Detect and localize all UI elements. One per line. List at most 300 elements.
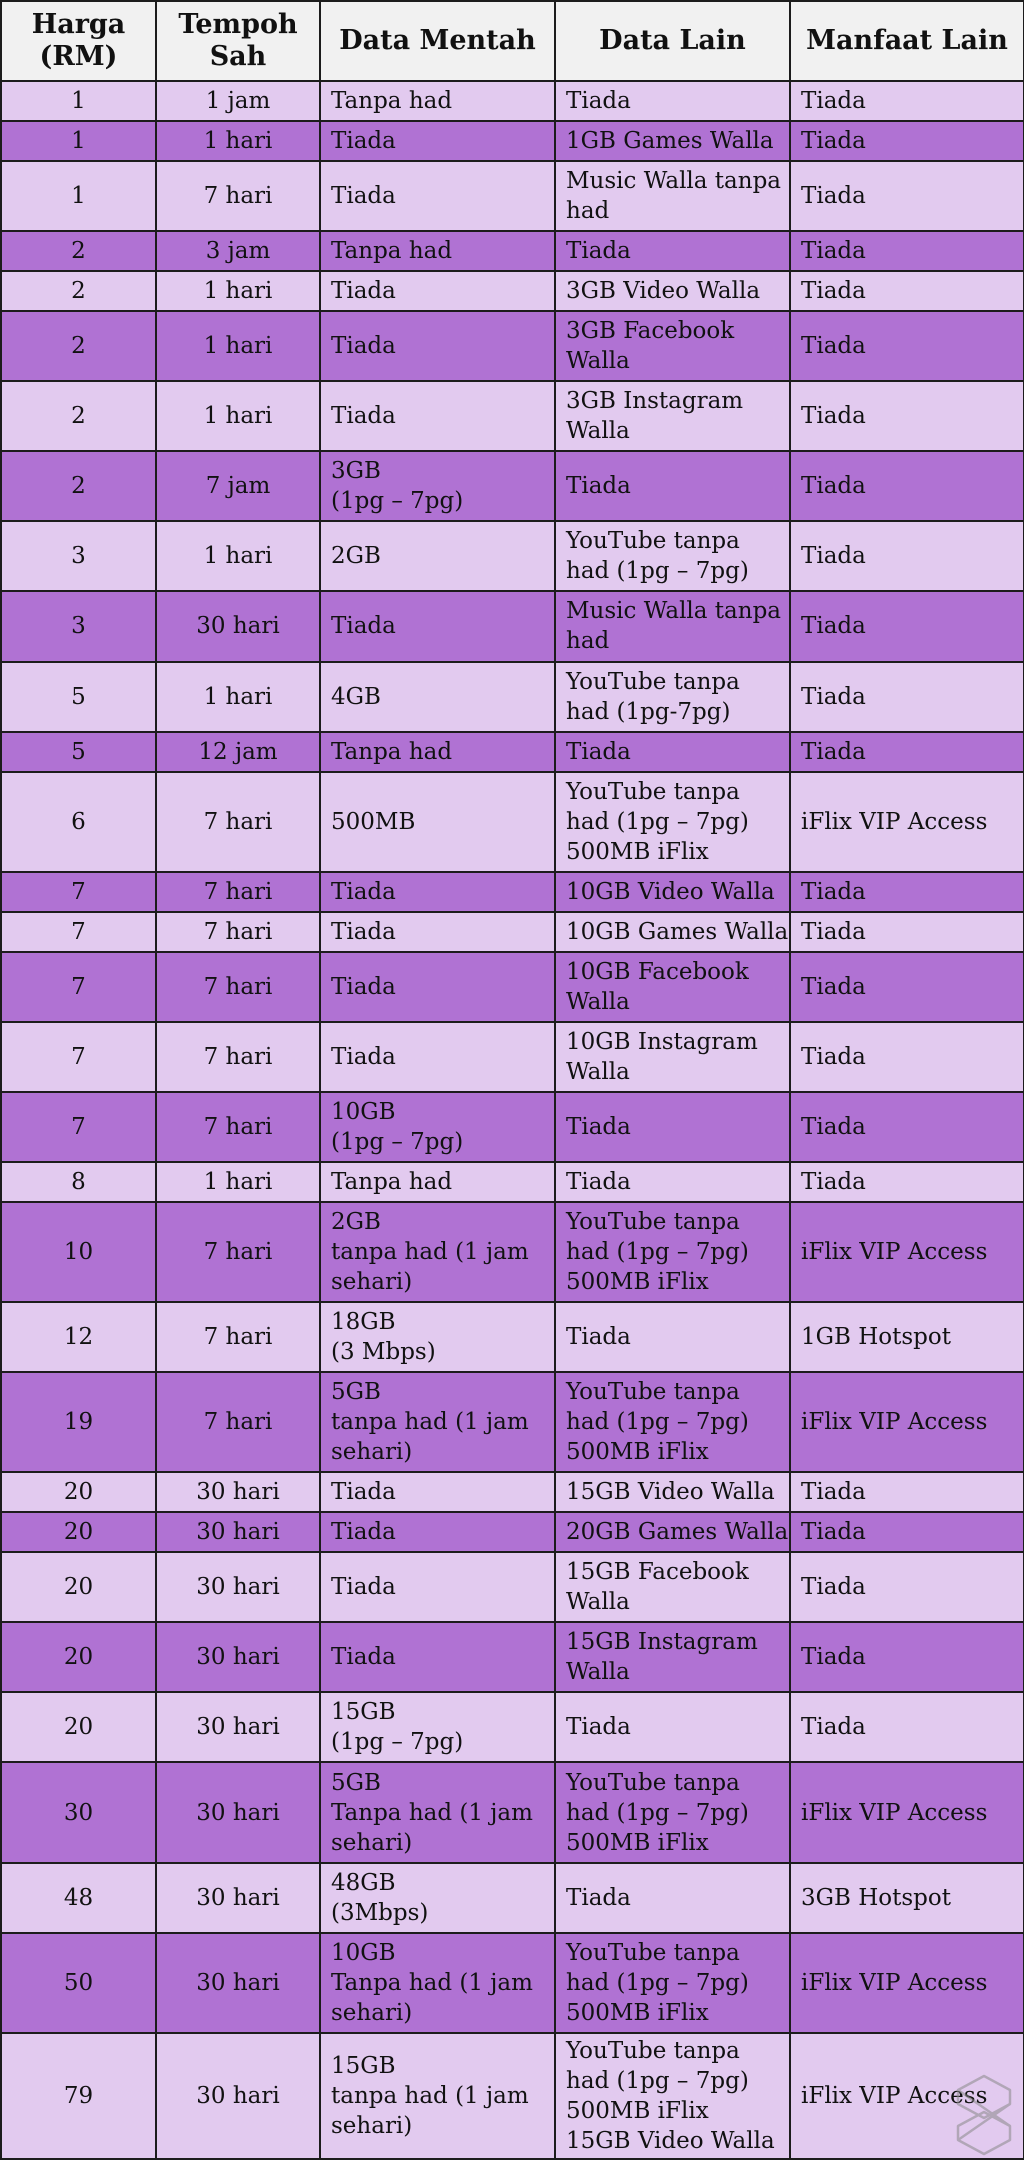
cell-data-lain-line: Tiada [566,88,631,115]
cell-harga: 2 [1,381,156,451]
cell-data-mentah [320,1372,555,1472]
header-data-mentah [320,1,555,81]
cell-data-lain-line: 15GB Video Walla [566,1479,775,1506]
cell-manfaat-lain [790,772,1024,872]
table-row [1,1202,1024,1302]
cell-harga: 7 [1,1022,156,1092]
cell-harga: 2 [1,451,156,521]
cell-manfaat-lain [790,591,1024,661]
cell-manfaat-lain [790,81,1024,121]
cell-data-mentah-line: Tiada [331,1574,396,1601]
table-row [1,1302,1024,1372]
cell-data-lain-line: Music Walla tanpa [566,168,782,195]
cell-tempoh: 1 hari [156,311,320,381]
cell-data-mentah-line: Tiada [331,183,396,210]
cell-tempoh: 7 hari [156,1092,320,1162]
cell-data-lain [555,1692,790,1762]
cell-data-lain-line: Tiada [566,738,631,765]
cell-manfaat-lain-line: Tiada [801,183,866,210]
cell-tempoh: 30 hari [156,2033,320,2159]
cell-harga: 7 [1,912,156,952]
table-row [1,311,1024,381]
header-manfaat-lain [790,1,1024,81]
cell-manfaat-lain-line: Tiada [801,1113,866,1140]
cell-manfaat-lain [790,521,1024,591]
cell-data-mentah-line: Tiada [331,403,396,430]
cell-data-mentah-line: tanpa had (1 jam [331,1409,529,1436]
cell-tempoh: 1 hari [156,1162,320,1202]
cell-data-lain-line: Walla [566,1589,630,1616]
cell-tempoh: 1 hari [156,121,320,161]
cell-data-mentah-line: sehari) [331,2112,413,2139]
cell-harga: 1 [1,121,156,161]
cell-data-lain-line: had (1pg – 7pg) [566,558,749,585]
cell-manfaat-lain-line: Tiada [801,1714,866,1741]
cell-data-mentah-line: 48GB [331,1869,396,1896]
cell-data-lain-line: Walla [566,988,630,1015]
cell-data-mentah-line: 2GB [331,543,381,570]
cell-manfaat-lain [790,1512,1024,1552]
cell-manfaat-lain [790,1622,1024,1692]
cell-tempoh: 1 jam [156,81,320,121]
cell-manfaat-lain [790,271,1024,311]
table-row [1,1622,1024,1692]
cell-tempoh: 7 hari [156,872,320,912]
cell-manfaat-lain-line: Tiada [801,683,866,710]
cell-manfaat-lain-line: Tiada [801,473,866,500]
cell-harga: 50 [1,1933,156,2033]
cell-data-lain-line: had [566,198,610,225]
cell-manfaat-lain [790,1162,1024,1202]
cell-data-lain [555,1933,790,2033]
table-row [1,381,1024,451]
cell-manfaat-lain-line: Tiada [801,403,866,430]
cell-data-lain-line: Tiada [566,1113,631,1140]
cell-data-mentah-line: sehari) [331,1829,413,1856]
cell-manfaat-lain [790,1372,1024,1472]
cell-data-mentah-line: Tanpa had [331,238,453,265]
table-row [1,271,1024,311]
cell-data-mentah [320,662,555,732]
cell-data-lain-line: Music Walla tanpa [566,598,782,625]
cell-manfaat-lain-line: iFlix VIP Access [801,1409,988,1436]
cell-manfaat-lain-line: Tiada [801,1168,866,1195]
cell-manfaat-lain [790,912,1024,952]
cell-tempoh: 30 hari [156,1692,320,1762]
cell-data-lain-line: 10GB Video Walla [566,878,775,905]
cell-data-lain-line: 500MB iFlix [566,1829,709,1856]
cell-data-lain [555,451,790,521]
cell-data-mentah-line: Tanpa had (1 jam [331,1969,533,1996]
cell-data-mentah-line: Tiada [331,878,396,905]
cell-harga: 5 [1,732,156,772]
cell-manfaat-lain [790,161,1024,231]
cell-data-lain-line: 500MB iFlix [566,1439,709,1466]
cell-data-mentah [320,311,555,381]
cell-harga: 20 [1,1472,156,1512]
cell-data-lain-line: YouTube tanpa [566,1939,740,1966]
cell-data-lain-line: Walla [566,348,630,375]
cell-tempoh: 1 hari [156,521,320,591]
header-harga-line: Harga [31,9,126,40]
cell-data-lain [555,311,790,381]
cell-data-mentah-line: Tiada [331,1479,396,1506]
cell-data-mentah-line: Tanpa had [331,738,453,765]
cell-harga: 3 [1,591,156,661]
cell-data-lain [555,591,790,661]
cell-data-lain [555,1302,790,1372]
header-row [1,1,1024,81]
cell-data-mentah-line: Tiada [331,333,396,360]
table-row [1,772,1024,872]
cell-data-mentah [320,231,555,271]
cell-data-mentah [320,121,555,161]
cell-manfaat-lain [790,1472,1024,1512]
cell-data-lain-line: 3GB Video Walla [566,278,761,305]
cell-data-mentah [320,81,555,121]
cell-manfaat-lain [790,732,1024,772]
cell-harga: 3 [1,521,156,591]
cell-tempoh: 7 hari [156,912,320,952]
cell-data-lain-line: had (1pg-7pg) [566,698,731,725]
cell-data-mentah-line: Tiada [331,1519,396,1546]
cell-harga: 1 [1,81,156,121]
cell-manfaat-lain [790,311,1024,381]
cell-manfaat-lain [790,1202,1024,1302]
cell-harga: 20 [1,1552,156,1622]
header-data-mentah-label: Data Mentah [339,25,536,56]
cell-harga: 12 [1,1302,156,1372]
cell-data-mentah-line: 5GB [331,1379,381,1406]
table-row [1,521,1024,591]
cell-manfaat-lain-line: Tiada [801,1479,866,1506]
table-row [1,1692,1024,1762]
cell-harga: 2 [1,311,156,381]
cell-manfaat-lain-line: Tiada [801,973,866,1000]
cell-harga: 20 [1,1622,156,1692]
table-row [1,121,1024,161]
cell-data-lain-line: Tiada [566,1714,631,1741]
cell-data-lain-line: 3GB Facebook [566,318,735,345]
cell-data-mentah [320,161,555,231]
cell-data-mentah-line: (3 Mbps) [331,1339,436,1366]
cell-tempoh: 7 hari [156,1302,320,1372]
soyacincau-logo-icon [956,2074,1012,2156]
cell-manfaat-lain-line: Tiada [801,918,866,945]
table-row [1,1472,1024,1512]
table-row [1,1762,1024,1862]
cell-data-lain-line: YouTube tanpa [566,668,740,695]
cell-data-lain-line: Tiada [566,1168,631,1195]
cell-data-lain [555,952,790,1022]
cell-manfaat-lain-line: Tiada [801,1574,866,1601]
header-manfaat-lain-label: Manfaat Lain [806,25,1008,56]
cell-data-lain-line: Walla [566,1058,630,1085]
cell-data-lain [555,912,790,952]
cell-harga: 10 [1,1202,156,1302]
cell-tempoh: 30 hari [156,1512,320,1552]
cell-data-lain-line: Tiada [566,238,631,265]
cell-manfaat-lain-line: Tiada [801,613,866,640]
cell-manfaat-lain-line: iFlix VIP Access [801,1239,988,1266]
table-row [1,1372,1024,1472]
cell-data-mentah-line: Tiada [331,1644,396,1671]
table-row [1,662,1024,732]
cell-manfaat-lain [790,662,1024,732]
cell-data-lain [555,1512,790,1552]
cell-data-mentah-line: tanpa had (1 jam [331,1239,529,1266]
cell-data-lain [555,381,790,451]
cell-data-mentah-line: (1pg – 7pg) [331,1128,464,1155]
cell-data-mentah [320,912,555,952]
cell-tempoh: 30 hari [156,1472,320,1512]
cell-harga: 48 [1,1863,156,1933]
cell-data-lain [555,772,790,872]
header-harga-line: (RM) [39,41,118,72]
cell-data-lain [555,2033,790,2159]
cell-data-lain-line: 10GB Games Walla [566,918,789,945]
cell-data-lain [555,271,790,311]
cell-manfaat-lain [790,1762,1024,1862]
cell-data-mentah [320,451,555,521]
cell-data-lain [555,1092,790,1162]
cell-harga: 30 [1,1762,156,1862]
cell-manfaat-lain [790,231,1024,271]
table-row [1,1022,1024,1092]
cell-data-mentah-line: (1pg – 7pg) [331,488,464,515]
cell-data-mentah-line: 18GB [331,1309,396,1336]
cell-manfaat-lain [790,952,1024,1022]
cell-data-mentah [320,872,555,912]
cell-data-lain-line: 20GB Games Walla [566,1519,789,1546]
cell-manfaat-lain-line: Tiada [801,238,866,265]
cell-manfaat-lain [790,1302,1024,1372]
cell-tempoh: 7 hari [156,1202,320,1302]
cell-data-lain [555,1202,790,1302]
cell-data-mentah [320,732,555,772]
cell-data-mentah-line: Tanpa had [331,1168,453,1195]
table-row [1,161,1024,231]
header-harga [1,1,156,81]
cell-harga: 7 [1,952,156,1022]
cell-data-mentah [320,1472,555,1512]
cell-data-mentah [320,772,555,872]
cell-data-mentah [320,952,555,1022]
cell-tempoh: 30 hari [156,1863,320,1933]
cell-data-mentah-line: 500MB [331,808,416,835]
cell-manfaat-lain [790,1863,1024,1933]
cell-data-mentah [320,1302,555,1372]
table-row [1,451,1024,521]
cell-data-mentah [320,1622,555,1692]
cell-harga: 19 [1,1372,156,1472]
cell-data-mentah [320,1512,555,1552]
cell-data-mentah-line: Tiada [331,973,396,1000]
cell-harga: 8 [1,1162,156,1202]
cell-data-lain [555,1552,790,1622]
cell-data-lain-line: 500MB iFlix [566,1269,709,1296]
cell-data-lain-line: had (1pg – 7pg) [566,808,749,835]
cell-data-mentah-line: (1pg – 7pg) [331,1729,464,1756]
cell-manfaat-lain-line: Tiada [801,88,866,115]
cell-data-mentah-line: sehari) [331,1439,413,1466]
cell-data-lain-line: YouTube tanpa [566,1379,740,1406]
cell-data-mentah-line: Tiada [331,1043,396,1070]
cell-tempoh: 7 hari [156,772,320,872]
cell-data-mentah-line: 15GB [331,2052,396,2079]
cell-manfaat-lain [790,451,1024,521]
cell-data-lain [555,732,790,772]
cell-tempoh: 3 jam [156,231,320,271]
table-row [1,732,1024,772]
cell-data-lain [555,231,790,271]
cell-tempoh: 30 hari [156,1552,320,1622]
cell-manfaat-lain [790,121,1024,161]
table-body [1,81,1024,2159]
cell-data-mentah-line: sehari) [331,1269,413,1296]
cell-data-mentah [320,591,555,661]
cell-tempoh: 30 hari [156,1762,320,1862]
cell-data-lain-line: had (1pg – 7pg) [566,1239,749,1266]
cell-data-lain [555,1472,790,1512]
cell-data-mentah [320,1202,555,1302]
cell-data-lain [555,872,790,912]
cell-manfaat-lain [790,1552,1024,1622]
cell-manfaat-lain [790,1022,1024,1092]
cell-manfaat-lain-line: Tiada [801,128,866,155]
cell-tempoh: 30 hari [156,1933,320,2033]
cell-manfaat-lain-line: iFlix VIP Access [801,2082,988,2109]
cell-data-lain-line: Tiada [566,1324,631,1351]
cell-data-mentah [320,2033,555,2159]
cell-manfaat-lain [790,872,1024,912]
cell-data-mentah-line: Tanpa had (1 jam [331,1799,533,1826]
cell-data-mentah [320,1692,555,1762]
cell-manfaat-lain-line: iFlix VIP Access [801,808,988,835]
cell-data-lain [555,1372,790,1472]
header-data-lain-label: Data Lain [599,25,746,56]
cell-data-lain [555,521,790,591]
cell-harga: 20 [1,1692,156,1762]
cell-data-lain-line: 15GB Video Walla [566,2127,775,2154]
table-row [1,1552,1024,1622]
cell-tempoh: 7 hari [156,161,320,231]
table-row [1,2033,1024,2159]
cell-manfaat-lain-line: Tiada [801,543,866,570]
cell-harga: 2 [1,231,156,271]
cell-harga: 6 [1,772,156,872]
cell-data-lain-line: 500MB iFlix [566,1999,709,2026]
cell-tempoh: 7 hari [156,1022,320,1092]
cell-manfaat-lain-line: Tiada [801,333,866,360]
cell-data-lain-line: Tiada [566,1884,631,1911]
cell-harga: 7 [1,872,156,912]
header-data-lain [555,1,790,81]
table-row [1,1512,1024,1552]
cell-harga: 79 [1,2033,156,2159]
table-row [1,912,1024,952]
cell-tempoh: 1 hari [156,381,320,451]
cell-manfaat-lain [790,1092,1024,1162]
cell-data-mentah [320,1762,555,1862]
cell-harga: 5 [1,662,156,732]
cell-data-lain-line: 15GB Facebook [566,1559,749,1586]
cell-manfaat-lain-line: 1GB Hotspot [801,1324,951,1351]
cell-tempoh: 30 hari [156,591,320,661]
cell-manfaat-lain-line: Tiada [801,278,866,305]
cell-data-mentah [320,1162,555,1202]
table-row [1,872,1024,912]
cell-manfaat-lain-line: Tiada [801,1519,866,1546]
header-tempoh [156,1,320,81]
cell-data-lain-line: had (1pg – 7pg) [566,1799,749,1826]
cell-data-lain-line: YouTube tanpa [566,2037,740,2064]
cell-data-mentah [320,1022,555,1092]
cell-harga: 7 [1,1092,156,1162]
cell-data-mentah-line: Tiada [331,613,396,640]
cell-data-lain-line: Tiada [566,473,631,500]
cell-manfaat-lain-line: Tiada [801,1043,866,1070]
table-row [1,591,1024,661]
cell-data-lain-line: had (1pg – 7pg) [566,1969,749,1996]
cell-manfaat-lain [790,381,1024,451]
cell-data-mentah-line: 4GB [331,683,381,710]
cell-data-mentah-line: 10GB [331,1098,396,1125]
cell-manfaat-lain [790,1692,1024,1762]
cell-data-mentah-line: Tiada [331,128,396,155]
table-row [1,952,1024,1022]
cell-data-lain-line: 15GB Instagram [566,1629,758,1656]
table-row [1,1092,1024,1162]
cell-data-lain [555,662,790,732]
cell-data-lain [555,121,790,161]
table-row [1,81,1024,121]
cell-data-lain-line: 3GB Instagram [566,388,744,415]
table-row [1,1863,1024,1933]
cell-manfaat-lain-line: Tiada [801,878,866,905]
cell-data-lain [555,1162,790,1202]
cell-data-lain-line: Walla [566,1659,630,1686]
cell-data-mentah [320,271,555,311]
cell-data-mentah-line: tanpa had (1 jam [331,2082,529,2109]
cell-data-lain-line: had (1pg – 7pg) [566,1409,749,1436]
cell-data-lain-line: 10GB Facebook [566,958,749,985]
cell-data-mentah-line: 5GB [331,1769,381,1796]
cell-tempoh: 7 hari [156,952,320,1022]
cell-data-lain-line: 1GB Games Walla [566,128,774,155]
cell-data-mentah-line: (3Mbps) [331,1899,429,1926]
cell-data-lain-line: YouTube tanpa [566,778,740,805]
cell-tempoh: 1 hari [156,662,320,732]
cell-data-lain-line: YouTube tanpa [566,1209,740,1236]
cell-tempoh: 7 hari [156,1372,320,1472]
cell-data-lain [555,1022,790,1092]
cell-data-lain-line: 500MB iFlix [566,838,709,865]
cell-data-mentah [320,1552,555,1622]
table-row [1,231,1024,271]
cell-data-mentah-line: Tiada [331,918,396,945]
cell-data-lain-line: Walla [566,418,630,445]
cell-data-mentah-line: 3GB [331,458,381,485]
cell-data-mentah-line: 10GB [331,1939,396,1966]
cell-harga: 1 [1,161,156,231]
cell-data-lain [555,1622,790,1692]
cell-data-mentah-line: Tiada [331,278,396,305]
cell-data-lain [555,161,790,231]
cell-harga: 2 [1,271,156,311]
cell-manfaat-lain-line: Tiada [801,1644,866,1671]
cell-manfaat-lain-line: iFlix VIP Access [801,1799,988,1826]
